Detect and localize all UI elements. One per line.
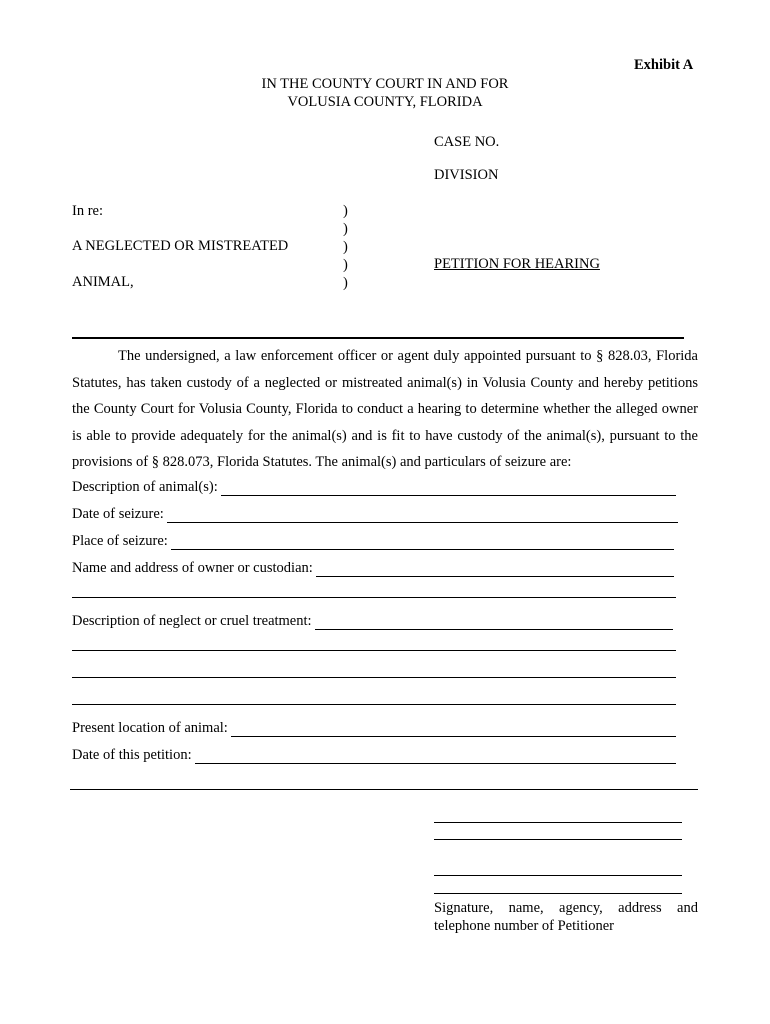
location-blank[interactable] bbox=[231, 722, 676, 737]
location-label: Present location of animal: bbox=[72, 720, 228, 736]
signature-line[interactable] bbox=[434, 822, 682, 823]
neglect-continuation-line[interactable] bbox=[72, 704, 676, 705]
neglect-continuation-line[interactable] bbox=[72, 677, 676, 678]
neglect-label: Description of neglect or cruel treatment: bbox=[72, 613, 312, 629]
neglect-blank[interactable] bbox=[315, 615, 673, 630]
court-name-line2: VOLUSIA COUNTY, FLORIDA bbox=[287, 94, 483, 110]
court-name-line1: IN THE COUNTY COURT IN AND FOR bbox=[261, 76, 509, 92]
signature-caption-line2: telephone number of Petitioner bbox=[434, 918, 614, 934]
petition-title: PETITION FOR HEARING bbox=[434, 256, 600, 272]
caption-bracket: ) bbox=[343, 257, 348, 273]
petition-date-field[interactable] bbox=[72, 744, 676, 764]
owner-continuation-line[interactable] bbox=[72, 597, 676, 598]
neglect-continuation-line[interactable] bbox=[72, 650, 676, 651]
fields-divider bbox=[70, 789, 698, 790]
place-of-seizure-label: Place of seizure: bbox=[72, 533, 168, 549]
case-number-label: CASE NO. bbox=[434, 134, 500, 150]
signature-caption-line1: Signature, name, agency, address and bbox=[434, 900, 698, 916]
petition-date-blank[interactable] bbox=[195, 749, 676, 764]
address-line[interactable] bbox=[434, 893, 682, 894]
name-line[interactable] bbox=[434, 839, 682, 840]
owner-field[interactable] bbox=[72, 557, 674, 577]
caption-divider bbox=[72, 337, 684, 339]
agency-line[interactable] bbox=[434, 875, 682, 876]
description-label: Description of animal(s): bbox=[72, 479, 218, 495]
caption-bracket: ) bbox=[343, 275, 348, 291]
party-line1: A NEGLECTED OR MISTREATED bbox=[72, 238, 289, 254]
date-of-seizure-label: Date of seizure: bbox=[72, 506, 164, 522]
owner-blank[interactable] bbox=[316, 562, 674, 577]
exhibit-label: Exhibit A bbox=[634, 57, 694, 73]
neglect-field[interactable] bbox=[72, 610, 673, 630]
place-of-seizure-field[interactable] bbox=[72, 530, 674, 550]
signature-caption bbox=[434, 899, 698, 935]
party-line2: ANIMAL, bbox=[72, 274, 134, 290]
caption-bracket: ) bbox=[343, 221, 348, 237]
place-of-seizure-blank[interactable] bbox=[171, 535, 674, 550]
location-field[interactable] bbox=[72, 717, 676, 737]
in-re-label: In re: bbox=[72, 203, 103, 219]
petition-paragraph: The undersigned, a law enforcement officer or agent duly appointed pursuant to § 828.03, Florida Statutes, has taken custody of a neglected or mistreated animal(s) in Volusia County and hereby petitions the County Court for Volusia County, Florida to conduct a hearing to determine whether the alleged owner is able to provide adequately for the animal(s) and is fit to have custody of the animal(s), pursuant to the provisions of § 828.073, Florida Statutes. The animal(s) and particulars of seizure are: bbox=[72, 348, 698, 470]
date-of-seizure-blank[interactable] bbox=[167, 508, 678, 523]
petition-date-label: Date of this petition: bbox=[72, 747, 192, 763]
owner-label: Name and address of owner or custodian: bbox=[72, 560, 313, 576]
caption-bracket: ) bbox=[343, 239, 348, 255]
date-of-seizure-field[interactable] bbox=[72, 503, 678, 523]
petition-body bbox=[72, 343, 698, 476]
description-field[interactable] bbox=[72, 476, 676, 496]
caption-bracket: ) bbox=[343, 203, 348, 219]
description-blank[interactable] bbox=[221, 481, 676, 496]
division-label: DIVISION bbox=[434, 167, 499, 183]
